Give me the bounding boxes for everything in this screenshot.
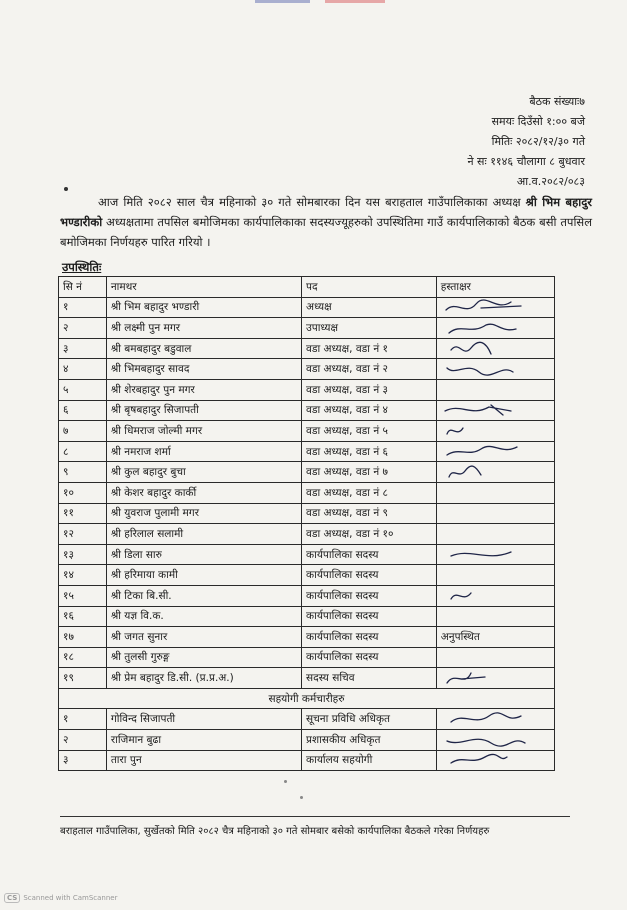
table-row [59, 730, 555, 751]
table-row [59, 544, 555, 565]
signature-scribble [441, 669, 537, 687]
col-signature: हस्ताक्षर [436, 277, 554, 298]
cell-name: श्री बमबहादुर बडुवाल [106, 338, 301, 359]
table-row [59, 606, 555, 627]
scan-top-edge [0, 0, 627, 6]
cell-sig [436, 359, 554, 380]
table-row [59, 400, 555, 421]
table-row [59, 524, 555, 545]
cell-sig [436, 709, 554, 730]
cell-name: श्री नमराज शर्मा [106, 441, 301, 462]
table-row [59, 750, 555, 771]
meeting-number: बैठक संख्याः७ [529, 95, 585, 108]
cell-sn: ८ [59, 441, 107, 462]
attendance-title: उपस्थितिः [62, 260, 102, 274]
col-post: पद [302, 277, 437, 298]
cell-name: राजिमान बुढा [106, 730, 301, 751]
table-row [59, 297, 555, 318]
cell-sig [436, 524, 554, 545]
cell-sn: १० [59, 482, 107, 503]
table-row [59, 482, 555, 503]
cell-sn: १८ [59, 647, 107, 668]
cell-post: वडा अध्यक्ष, वडा नं ९ [302, 503, 437, 524]
cell-name: श्री भिम बहादुर भण्डारी [106, 297, 301, 318]
cell-sn: १२ [59, 524, 107, 545]
cell-post: वडा अध्यक्ष, वडा नं ३ [302, 379, 437, 400]
signature-scribble [441, 360, 537, 378]
attendance-table [58, 276, 555, 771]
cell-sn: ६ [59, 400, 107, 421]
table-row [59, 709, 555, 730]
table-row [59, 565, 555, 586]
cell-post: कार्यपालिका सदस्य [302, 606, 437, 627]
table-row [59, 359, 555, 380]
cell-sig [436, 565, 554, 586]
scanner-watermark: CS Scanned with CamScanner [4, 893, 117, 903]
cell-name: श्री केशर बहादुर कार्की [106, 482, 301, 503]
footer-rule [60, 816, 570, 817]
cell-name: श्री कुल बहादुर बुचा [106, 462, 301, 483]
cell-post: सूचना प्रविधि अधिकृत [302, 709, 437, 730]
cell-name: श्री तुलसी गुरुङ्ग [106, 647, 301, 668]
cell-post: उपाध्यक्ष [302, 318, 437, 339]
cell-post: वडा अध्यक्ष, वडा नं १० [302, 524, 437, 545]
signature-scribble [441, 298, 537, 316]
signature-scribble [441, 463, 537, 481]
meeting-date: मितिः २०८२/१२/३० गते [491, 135, 585, 148]
cell-sig [436, 730, 554, 751]
cell-sig [436, 338, 554, 359]
cell-sn: २ [59, 318, 107, 339]
cell-post: वडा अध्यक्ष, वडा नं ८ [302, 482, 437, 503]
cell-sn: १ [59, 709, 107, 730]
cell-name: श्री युवराज पुलामी मगर [106, 503, 301, 524]
signature-scribble [441, 443, 537, 461]
cell-sn: ४ [59, 359, 107, 380]
table-row [59, 379, 555, 400]
cell-name: श्री यज्ञ वि.क. [106, 606, 301, 627]
cell-name: श्री टिका बि.सी. [106, 585, 301, 606]
cell-name: श्री बृषबहादुर सिजापती [106, 400, 301, 421]
cell-post: कार्यपालिका सदस्य [302, 647, 437, 668]
cell-name: तारा पुन [106, 750, 301, 771]
cell-post: कार्यपालिका सदस्य [302, 565, 437, 586]
cell-sig [436, 379, 554, 400]
signature-scribble [441, 546, 537, 564]
signature-scribble [441, 319, 537, 337]
staff-heading-row [59, 688, 555, 709]
cell-sig [436, 421, 554, 442]
scan-speck [300, 796, 303, 799]
cell-name: श्री भिमबहादुर सावद [106, 359, 301, 380]
table-row [59, 318, 555, 339]
cell-sn: १६ [59, 606, 107, 627]
cell-sn: ११ [59, 503, 107, 524]
cell-sn: ९ [59, 462, 107, 483]
cell-post: वडा अध्यक्ष, वडा नं ७ [302, 462, 437, 483]
signature-scribble [441, 587, 537, 605]
cell-post: सदस्य सचिव [302, 668, 437, 689]
table-header-row [59, 277, 555, 298]
table-row [59, 441, 555, 462]
signature-scribble [441, 401, 537, 419]
cell-sig [436, 318, 554, 339]
cell-post: वडा अध्यक्ष, वडा नं २ [302, 359, 437, 380]
cell-name: श्री लक्ष्मी पुन मगर [106, 318, 301, 339]
cell-sn: १३ [59, 544, 107, 565]
cell-sig [436, 647, 554, 668]
cell-name: गोविन्द सिजापती [106, 709, 301, 730]
cell-sig [436, 400, 554, 421]
cell-sn: १५ [59, 585, 107, 606]
cell-sn: २ [59, 730, 107, 751]
cell-sig [436, 668, 554, 689]
table-row [59, 421, 555, 442]
cell-sig [436, 585, 554, 606]
cell-sn: ५ [59, 379, 107, 400]
cell-sn: १४ [59, 565, 107, 586]
cell-sig [436, 462, 554, 483]
cell-name: श्री हरिलाल सलामी [106, 524, 301, 545]
chair-name: श्री भिम बहादुर भण्डारीको [60, 195, 592, 229]
meeting-time: समयः दिउँसो १:०० बजे [491, 115, 585, 128]
cell-sn: १७ [59, 627, 107, 648]
cell-post: वडा अध्यक्ष, वडा नं ६ [302, 441, 437, 462]
cell-post: कार्यपालिका सदस्य [302, 544, 437, 565]
cell-name: श्री शेरबहादुर पुन मगर [106, 379, 301, 400]
cell-sn: ३ [59, 338, 107, 359]
signature-scribble [441, 731, 537, 749]
cell-sn: १ [59, 297, 107, 318]
table-row [59, 585, 555, 606]
col-sn: सि नं [59, 277, 107, 298]
cell-name: श्री प्रेम बहादुर डि.सी. (प्र.प्र.अ.) [106, 668, 301, 689]
table-row [59, 627, 555, 648]
cell-post: कार्यपालिका सदस्य [302, 585, 437, 606]
signature-scribble [441, 340, 537, 358]
staff-heading: सहयोगी कर्मचारीहरु [59, 688, 555, 709]
cell-post: वडा अध्यक्ष, वडा नं ५ [302, 421, 437, 442]
cell-sn: १९ [59, 668, 107, 689]
cell-sig [436, 503, 554, 524]
table-row [59, 462, 555, 483]
cell-sig [436, 750, 554, 771]
cell-name: श्री हरिमाया कामी [106, 565, 301, 586]
bullet-dot [64, 187, 68, 191]
intro-text-1: आज मिति २०८२ साल चैत्र महिनाको ३० गते सोमबारका दिन यस बराहताल गाउँपालिकाका अध्यक्ष [98, 195, 526, 209]
footer-caption: बराहताल गाउँपालिका, सुर्खेतको मिति २०८२ चैत्र महिनाको ३० गते सोमबार बसेको कार्यपालिका बैठकले गरेका निर्णयहरु [60, 826, 490, 837]
scan-speck [284, 780, 287, 783]
signature-scribble [441, 751, 537, 769]
cell-sig: अनुपस्थित [436, 627, 554, 648]
cell-sig [436, 544, 554, 565]
intro-paragraph [60, 192, 592, 252]
cell-sig [436, 297, 554, 318]
table-row [59, 503, 555, 524]
meeting-meta [467, 92, 585, 192]
cell-sig [436, 482, 554, 503]
cell-post: कार्यपालिका सदस्य [302, 627, 437, 648]
table-row [59, 338, 555, 359]
reference-line: ने सः ११४६ चौलागा ८ बुधवार [467, 155, 585, 168]
cell-sig [436, 606, 554, 627]
signature-scribble [441, 422, 537, 440]
cell-sn: ३ [59, 750, 107, 771]
fiscal-year: आ.व.२०८२/०८३ [516, 175, 585, 188]
signature-scribble [441, 710, 537, 728]
cell-sn: ७ [59, 421, 107, 442]
cell-post: वडा अध्यक्ष, वडा नं ४ [302, 400, 437, 421]
cell-post: कार्यालय सहयोगी [302, 750, 437, 771]
col-name: नामथर [106, 277, 301, 298]
table-row [59, 668, 555, 689]
cell-name: श्री धिमराज जोल्मी मगर [106, 421, 301, 442]
cell-post: प्रशासकीय अधिकृत [302, 730, 437, 751]
table-row [59, 647, 555, 668]
cell-sig [436, 441, 554, 462]
intro-text-2: अध्यक्षतामा तपसिल बमोजिमका कार्यपालिकाका सदस्यज्यूहरुको उपस्थितिमा गाउँ कार्यपालिकाको बैठक बसी तपसिल बमोजिमका निर्णयहरु पारित गरियो । [60, 215, 592, 249]
cell-post: अध्यक्ष [302, 297, 437, 318]
cell-name: श्री डिला सारु [106, 544, 301, 565]
cell-name: श्री जगत सुनार [106, 627, 301, 648]
cell-post: वडा अध्यक्ष, वडा नं १ [302, 338, 437, 359]
